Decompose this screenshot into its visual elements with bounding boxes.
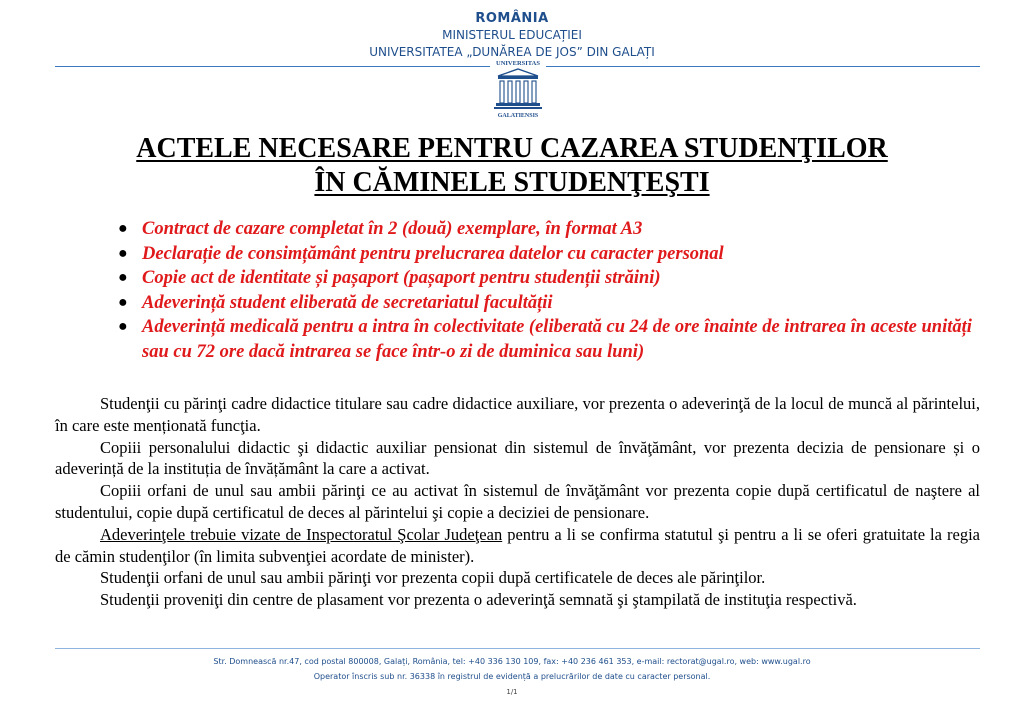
footer-address: Str. Domnească nr.47, cod postal 800008, Galați, România, tel: +40 336 130 109, fax: +40 236 461 353, e-mail: rectorat@ugal.ro, web: www.ugal.ro xyxy=(213,657,811,666)
inspectorate-note: Adeverinţele trebuie vizate de Inspectoratul Şcolar Judeţean xyxy=(100,524,503,544)
requirement-item: ● Adeverință student eliberată de secretariatul facultății xyxy=(115,291,995,316)
header-country: ROMÂNIA xyxy=(475,11,549,26)
body-text xyxy=(55,393,980,611)
requirement-item: ● Declarație de consimțământ pentru prelucrarea datelor cu caracter personal xyxy=(115,242,995,267)
logo-text-top: UNIVERSITAS xyxy=(496,60,540,67)
requirement-item: ● Contract de cazare completat în 2 (două) exemplare, în format A3 xyxy=(115,217,995,242)
bullet-icon: ● xyxy=(118,220,128,237)
page-number: 1/1 xyxy=(506,688,518,696)
requirements-list xyxy=(115,217,995,364)
requirement-item: ● Copie act de identitate și pașaport (pașaport pentru studenții străini) xyxy=(115,266,995,291)
paragraph-orphans-education: Copiii orfani de unul sau ambii părinţi ce au activat în sistemul de învăţământ vor prezenta copie după certificatul de naştere al studentului, copie după certificatul de deces al părintelui şi copie a deciziei de pensionare. xyxy=(55,481,980,522)
paragraph-inspectorate xyxy=(55,524,980,568)
footer-divider xyxy=(55,648,980,649)
bullet-icon: ● xyxy=(118,269,128,286)
paragraph-teacher-parents: Studenţii cu părinţi cadre didactice titulare sau cadre didactice auxiliare, vor prezenta o adeverinţă de la locul de muncă al părintelui, în care este menționată funcţia. xyxy=(55,394,980,435)
header-university: UNIVERSITATEA „DUNĂREA DE JOS” DIN GALAȚI xyxy=(369,45,655,59)
paragraph-retired-staff: Copiii personalului didactic şi didactic auxiliar pensionat din sistemul de învăţământ, vor prezenta decizia de pensionare și o adeverință de la instituția de învățământ la care a activat. xyxy=(55,437,980,479)
footer-operator: Operator înscris sub nr. 36338 în registrul de evidență a prelucrărilor de date cu caracter personal. xyxy=(313,672,711,681)
requirement-item: ● Adeverință medicală pentru a intra în colectivitate (eliberată cu 24 de ore înainte de intrarea în aceste unități sau cu 72 ore dacă intrarea se face într-o zi de duminica sau luni) xyxy=(118,317,972,362)
bullet-icon: ● xyxy=(118,244,128,262)
logo-text-bottom: GALATIENSIS xyxy=(497,113,539,119)
paragraph-placement-centers: Studenţii proveniţi din centre de plasament vor prezenta o adeverinţă semnată şi ştampilată de instituţia respectivă. xyxy=(100,590,857,610)
title-line-1: ACTELE NECESARE PENTRU CAZAREA STUDENŢILOR xyxy=(136,133,888,164)
title-line-2: ÎN CĂMINELE STUDENŢEŞTI xyxy=(314,167,710,198)
header-ministry: MINISTERUL EDUCAȚIEI xyxy=(442,28,582,42)
bullet-icon: ● xyxy=(118,318,128,335)
inspectorate-rest: pentru a li se confirma statutul şi pentru a li se oferi gratuitate la regia de cămin studenţilor (în limita subvenţiei acordate de minister). xyxy=(55,524,980,566)
paragraph-orphans: Studenţii orfani de unul sau ambii părinţi vor prezenta copii după certificatele de deces ale părinţilor. xyxy=(100,568,766,588)
bullet-icon: ● xyxy=(118,293,128,311)
university-logo xyxy=(490,54,546,120)
